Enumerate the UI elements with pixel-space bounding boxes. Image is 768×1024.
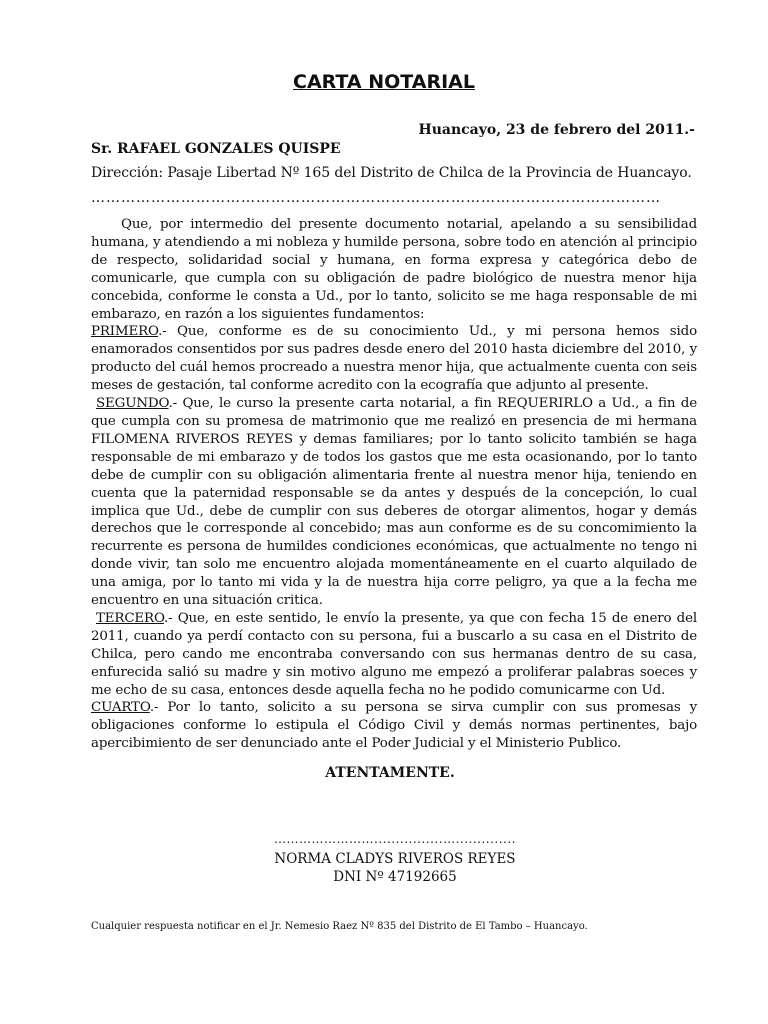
dotted-separator: …………………………………………………………………………………………………… [91,190,661,206]
signer-dni: DNI Nº 47192665 [333,869,457,885]
recipient-address: Dirección: Pasaje Libertad Nº 165 del Distrito de Chilca de la Provincia de Huancayo. [91,165,692,181]
section-primero [91,323,697,395]
section-text: .- Que, conforme es de su conocimiento Ud., y mi persona hemos sido enamorados consentidos por sus padres desde enero del 2010 hasta diciembre del 2010, y producto del cuál hemos procreado a nuestra menor hija, que actualmente cuenta con seis meses de gestación, tal conforme acredito con la ecografía que adjunto al presente. [91,324,697,394]
section-label: PRIMERO [91,324,159,340]
section-segundo [91,395,697,610]
section-tercero [91,610,697,700]
recipient-name: Sr. RAFAEL GONZALES QUISPE [91,141,341,157]
section-label: SEGUNDO [96,396,169,412]
section-cuarto [91,699,697,753]
signer-name: NORMA CLADYS RIVEROS REYES [274,851,516,867]
intro-paragraph: Que, por intermedio del presente documento notarial, apelando a su sensibilidad humana, y atendiendo a mi nobleza y humilde persona, sobre todo en atención al principio de respecto, solidaridad social y humana, en forma expresa y categórica debo de comunicarle, que cumpla con su obligación de padre biológico de nuestra menor hija concebida, conforme le consta a Ud., por lo tanto, solicito se me haga responsable de mi embarazo, en razón a los siguientes fundamentos: [91,217,697,322]
section-text: .- Por lo tanto, solicito a su persona se sirva cumplir con sus promesas y obligaciones conforme lo estipula el Código Civil y demás normas pertinentes, bajo apercibimiento de ser denunciado ante el Poder Judicial y el Ministerio Publico. [91,700,697,752]
section-text: .- Que, le curso la presente carta notarial, a fin REQUERIRLO a Ud., a fin de que cumpla con su promesa de matrimonio que me realizó en presencia de mi hermana FILOMENA RIVEROS REYES y demas familiares; por lo tanto solicito también se haga responsable de mi embarazo y de todos los gastos que me esta ocasionando, por lo tanto debe de cumplir con su obligación alimentaria frente al nuestra menor hija, teniendo en cuenta que la paternidad responsable se da antes y después de la concepción, lo cual implica que Ud., debe de cumplir con sus deberes de otorgar alimentos, hogar y demás derechos que le corresponde al concebido; mas aun conforme es de su concomimiento la recurrente es persona de humildes condiciones económicas, que actualmente no tengo ni donde vivir, tan solo me encuentro alojada momentáneamente en el cuarto alquilado de una amiga, por lo tanto mi vida y la de nuestra hija corre peligro, ya que a la fecha me encuentro en una situación critica. [91,396,697,609]
section-label: TERCERO [96,610,165,626]
letter-body [91,216,697,753]
closing-salutation: ATENTAMENTE. [325,765,455,781]
document-title: CARTA NOTARIAL [293,71,475,93]
section-label: CUARTO [91,700,150,716]
signature-line: ……………………................….............. [274,832,516,846]
section-text: .- Que, en este sentido, le envío la presente, ya que con fecha 15 de enero del 2011, cuando ya perdí contacto con su persona, fui a buscarlo a su casa en el Distrito de Chilca, pero cando me encontraba conversando con sus hermanas dentro de su casa, enfurecida salió su madre y sin motivo alguno me empezó a proliferar palabras soeces y me echo de su casa, entonces desde aquella fecha no he podido comunicarme con Ud. [91,610,697,698]
footer-note: Cualquier respuesta notificar en el Jr. Nemesio Raez Nº 835 del Distrito de El Tambo – Huancayo. [91,921,588,932]
letter-date: Huancayo, 23 de febrero del 2011.- [418,122,695,138]
